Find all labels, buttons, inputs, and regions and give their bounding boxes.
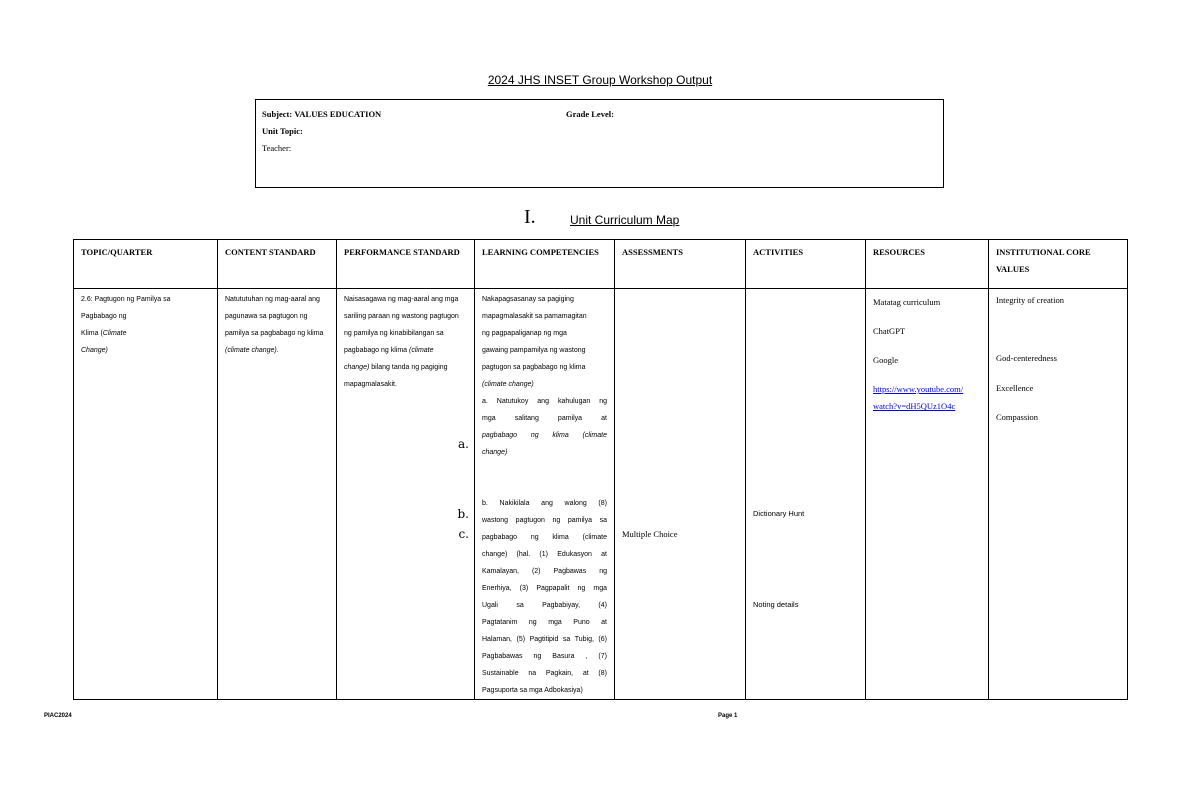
activities-cell bbox=[746, 289, 866, 700]
core-value-item: Excellence bbox=[996, 383, 1034, 393]
competency-b-line: Kamalayan, (2) Pagbawas ng bbox=[482, 568, 607, 575]
competency-b-line: change) (hal. (1) Edukasyon at bbox=[482, 551, 607, 558]
topic-line: 2.6: Pagtugon ng Pamilya sa bbox=[81, 296, 171, 303]
competency-b-line: Halaman, (5) Pagtitipid sa Tubig, (6) bbox=[482, 636, 607, 643]
header-content-standard: CONTENT STANDARD bbox=[218, 240, 337, 289]
competency-intro-line: ng pagpapaliganap ng mga bbox=[482, 330, 567, 337]
topic-cell bbox=[74, 289, 218, 700]
performance-standard-line: Naisasagawa ng mag-aaral ang mga bbox=[344, 296, 459, 303]
header-learning-competencies: LEARNING COMPETENCIES bbox=[475, 240, 615, 289]
section-number: I. bbox=[524, 206, 536, 228]
competency-b-line: Enerhiya, (3) Pagpapalit ng mga bbox=[482, 585, 607, 592]
competency-intro-line: pagtugon sa pagbabago ng klima bbox=[482, 364, 586, 371]
core-value-item: Compassion bbox=[996, 412, 1039, 422]
header-topic-quarter: TOPIC/QUARTER bbox=[74, 240, 218, 289]
grade-level-label: Grade Level: bbox=[566, 109, 614, 119]
competency-b-line: Pagsuporta sa mga Adbokasiya) bbox=[482, 687, 583, 694]
competency-a-line: pagbabago ng klima (climate bbox=[482, 432, 607, 439]
competency-intro-line: Nakapagsasanay sa pagiging bbox=[482, 296, 574, 303]
header-activities: ACTIVITIES bbox=[746, 240, 866, 289]
content-standard-line: pagunawa sa pagtugon ng bbox=[225, 313, 308, 320]
subject-info-box bbox=[255, 99, 944, 188]
performance-standard-cell bbox=[337, 289, 475, 700]
subject-line bbox=[262, 109, 381, 119]
page-number: Page 1 bbox=[718, 713, 738, 719]
topic-line: Pagbabago ng bbox=[81, 313, 127, 320]
competency-a-line: mga salitang pamilya at bbox=[482, 415, 607, 422]
header-institutional-core-values: INSTITUTIONAL CORE VALUES bbox=[989, 240, 1128, 289]
resource-link[interactable]: https://www.youtube.com/ bbox=[873, 384, 964, 394]
resources-cell bbox=[866, 289, 989, 700]
footer-left: PIAC2024 bbox=[44, 713, 72, 719]
competency-a-line: a. Natutukoy ang kahulugan ng bbox=[482, 398, 607, 405]
learning-competencies-cell bbox=[475, 289, 615, 700]
competency-b-line: Ugali sa Pagbabiyay, (4) bbox=[482, 602, 607, 609]
core-values-cell bbox=[989, 289, 1128, 700]
table-header-row bbox=[74, 240, 1128, 289]
activity-item: Noting details bbox=[753, 600, 799, 609]
table-row bbox=[74, 289, 1128, 700]
performance-standard-line: pagbabago ng klima (climate bbox=[344, 347, 434, 354]
header-resources: RESOURCES bbox=[866, 240, 989, 289]
performance-standard-line: mapagmalasakit. bbox=[344, 381, 397, 388]
competency-b-line: b. Nakikilala ang walong (8) bbox=[482, 500, 607, 507]
resource-item: ChatGPT bbox=[873, 326, 906, 336]
core-value-item: God-centeredness bbox=[996, 353, 1057, 363]
performance-standard-line: change) bilang tanda ng pagiging bbox=[344, 364, 448, 371]
performance-standard-line: ng pamilya ng kinabibilangan sa bbox=[344, 330, 444, 337]
content-standard-line: (climate change). bbox=[225, 347, 279, 354]
resource-item: Google bbox=[873, 355, 899, 365]
competency-b-line: wastong pagtugon ng pamilya sa bbox=[482, 517, 607, 524]
competency-b-line: Pagbabawas ng Basura , (7) bbox=[482, 653, 607, 660]
list-marker-c: c. bbox=[458, 527, 469, 541]
performance-standard-line: sariling paraan ng wastong pagtugon bbox=[344, 313, 459, 320]
core-value-item: Integrity of creation bbox=[996, 295, 1064, 305]
competency-b-line: pagbabago ng klima (climate bbox=[482, 534, 607, 541]
header-performance-standard: PERFORMANCE STANDARD bbox=[337, 240, 475, 289]
curriculum-map-table bbox=[73, 239, 1128, 700]
list-marker-b: b. bbox=[457, 507, 469, 521]
competency-a-line: change) bbox=[482, 449, 508, 456]
competency-b-line: Pagtatanim ng mga Puno at bbox=[482, 619, 607, 626]
subject-value: VALUES EDUCATION bbox=[294, 109, 382, 119]
content-standard-line: Natututuhan ng mag-aaral ang bbox=[225, 296, 320, 303]
content-standard-line: pamilya sa pagbabago ng klima bbox=[225, 330, 324, 337]
assessments-cell bbox=[615, 289, 746, 700]
competency-intro-line: (climate change) bbox=[482, 381, 534, 388]
document-title: 2024 JHS INSET Group Workshop Output bbox=[487, 73, 713, 87]
competency-b-line: Sustainable na Pagkain, at (8) bbox=[482, 670, 607, 677]
assessment-item: Multiple Choice bbox=[622, 529, 678, 539]
competency-intro-line: mapagmalasakit sa pamamagitan bbox=[482, 313, 587, 320]
header-assessments: ASSESSMENTS bbox=[615, 240, 746, 289]
content-standard-cell bbox=[218, 289, 337, 700]
subject-label: Subject: bbox=[262, 109, 293, 119]
topic-line: Klima (Climate bbox=[81, 330, 127, 337]
competency-intro-line: gawaing pampamilya ng wastong bbox=[482, 347, 586, 354]
unit-topic-label: Unit Topic: bbox=[262, 126, 303, 136]
list-marker-a: a. bbox=[458, 437, 469, 451]
resource-link[interactable]: watch?v=dH5QUz1O4c bbox=[873, 401, 956, 411]
topic-line: Change) bbox=[81, 347, 108, 354]
teacher-label: Teacher: bbox=[262, 143, 292, 153]
section-title: Unit Curriculum Map bbox=[570, 213, 680, 227]
activity-item: Dictionary Hunt bbox=[753, 509, 805, 518]
resource-item: Matatag curriculum bbox=[873, 297, 941, 307]
section-heading bbox=[0, 206, 1200, 230]
